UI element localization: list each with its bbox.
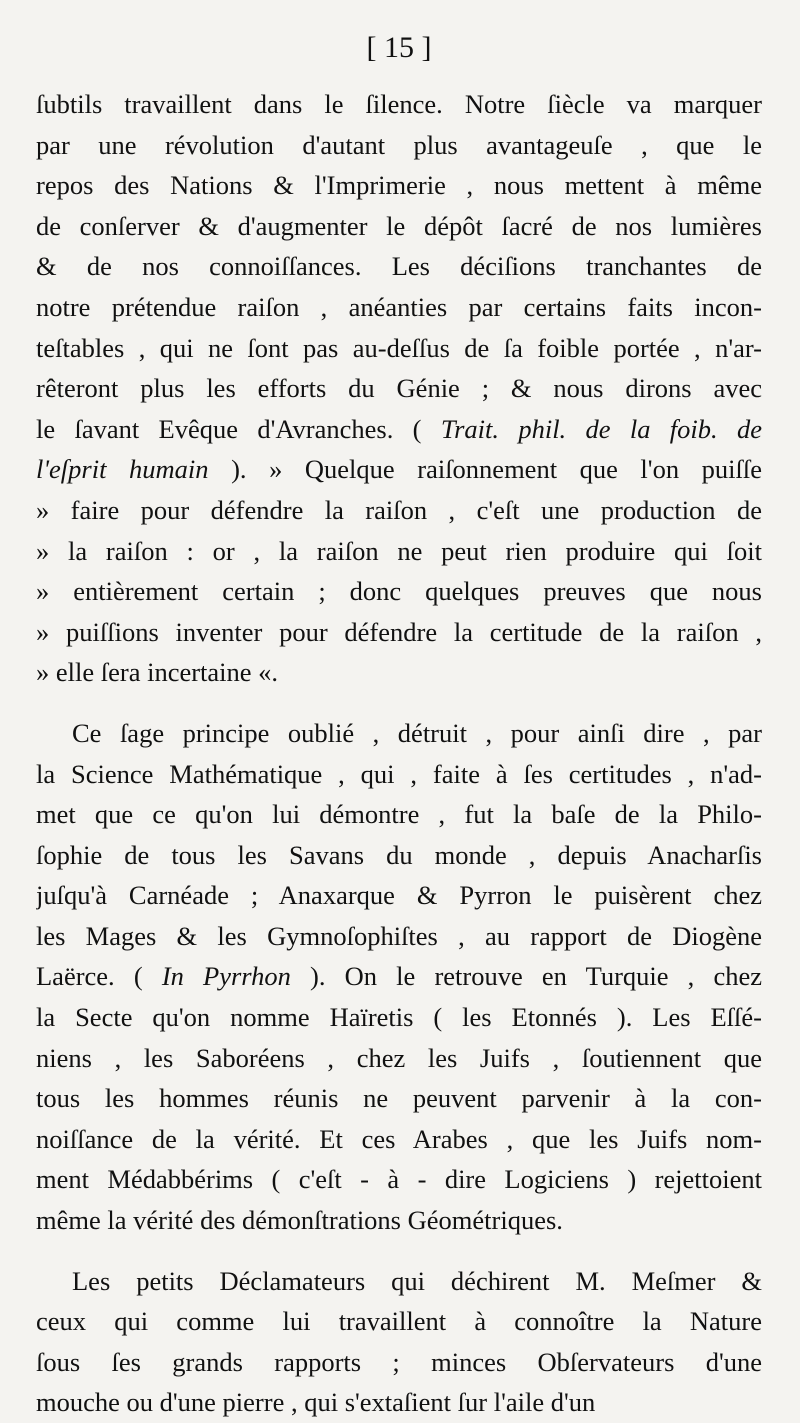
text-run: repos des Nations & l'Imprimerie , nous mettent à même: [36, 170, 762, 201]
text-run: Ce ſage principe oublié , détruit , pour ainſi dire , par: [72, 717, 762, 748]
text-line: [36, 84, 762, 125]
text-run: mouche ou d'une pierre , qui s'extaſient ſur l'aile d'un: [36, 1387, 596, 1418]
text-run: les Mages & les Gymnoſophiſtes , au rapport de Diogène: [36, 920, 762, 951]
text-run: ment Médabbérims ( c'eſt - à - dire Logiciens ) rejettoient: [36, 1164, 762, 1195]
text-run: la Secte qu'on nomme Haïretis ( les Etonnés ). Les Eſſé-: [36, 1002, 762, 1033]
text-line: [36, 713, 762, 754]
text-run: juſqu'à Carnéade ; Anaxarque & Pyrron le puisèrent chez: [36, 880, 762, 911]
text-run: Laërce. (: [36, 961, 162, 992]
text-line: [36, 916, 762, 957]
paragraph: [36, 1261, 762, 1423]
text-line: [36, 1119, 762, 1160]
italic-citation: l'eſprit humain: [36, 454, 209, 485]
text-line: [36, 125, 762, 166]
text-line: [36, 1261, 762, 1302]
page-text: [36, 84, 762, 1423]
text-line: [36, 571, 762, 612]
text-line: [36, 246, 762, 287]
paragraph-gap: [36, 693, 762, 713]
text-line: [36, 652, 762, 693]
text-run: & de nos connoiſſances. Les déciſions tranchantes de: [36, 251, 762, 282]
text-run: par une révolution d'autant plus avantageuſe , que le: [36, 129, 762, 160]
text-run: ſophie de tous les Savans du monde , depuis Anacharſis: [36, 839, 762, 870]
text-line: [36, 1342, 762, 1383]
text-line: [36, 1200, 762, 1241]
text-line: [36, 997, 762, 1038]
text-line: [36, 409, 762, 450]
text-run: » entièrement certain ; donc quelques preuves que nous: [36, 576, 762, 607]
text-run: ceux qui comme lui travaillent à connoître la Nature: [36, 1306, 762, 1337]
text-run: met que ce qu'on lui démontre , fut la baſe de la Philo-: [36, 799, 762, 830]
text-line: [36, 368, 762, 409]
paragraph-gap: [36, 1241, 762, 1261]
text-run: ). On le retrouve en Turquie , chez: [290, 961, 762, 992]
text-line: [36, 794, 762, 835]
text-line: [36, 490, 762, 531]
text-run: tous les hommes réunis ne peuvent parvenir à la con-: [36, 1083, 762, 1114]
text-run: » faire pour défendre la raiſon , c'eſt une production de: [36, 494, 762, 525]
text-line: [36, 1301, 762, 1342]
text-line: [36, 835, 762, 876]
text-run: notre prétendue raiſon , anéanties par certains faits incon-: [36, 291, 762, 322]
text-run: ſous ſes grands rapports ; minces Obſervateurs d'une: [36, 1346, 762, 1377]
text-line: [36, 1078, 762, 1119]
text-line: [36, 956, 762, 997]
text-run: ). » Quelque raiſonnement que l'on puiſſe: [208, 454, 762, 485]
text-line: [36, 206, 762, 247]
italic-citation: Trait. phil. de la foib. de: [440, 413, 762, 444]
text-line: [36, 165, 762, 206]
page-number: [ 15 ]: [366, 31, 432, 64]
text-line: [36, 1159, 762, 1200]
italic-citation: In Pyrrhon: [161, 961, 291, 992]
text-run: » la raiſon : or , la raiſon ne peut rien produire qui ſoit: [36, 535, 762, 566]
text-line: [36, 287, 762, 328]
text-line: [36, 754, 762, 795]
text-line: [36, 1038, 762, 1079]
text-line: [36, 875, 762, 916]
text-line: [36, 1382, 762, 1423]
text-line: [36, 531, 762, 572]
text-line: [36, 449, 762, 490]
text-run: de conſerver & d'augmenter le dépôt ſacré de nos lumières: [36, 210, 762, 241]
paragraph: [36, 84, 762, 693]
text-run: la Science Mathématique , qui , faite à ſes certitudes , n'ad-: [36, 758, 762, 789]
text-run: Les petits Déclamateurs qui déchirent M. Meſmer &: [72, 1265, 762, 1296]
text-run: même la vérité des démonſtrations Géométriques.: [36, 1205, 563, 1236]
paragraph: [36, 713, 762, 1241]
text-run: niens , les Saboréens , chez les Juifs , ſoutiennent que: [36, 1042, 762, 1073]
text-run: le ſavant Evêque d'Avranches. (: [36, 413, 441, 444]
text-run: teſtables , qui ne ſont pas au-deſſus de ſa foible portée , n'ar-: [36, 332, 762, 363]
text-line: [36, 328, 762, 369]
text-run: » puiſſions inventer pour défendre la certitude de la raiſon ,: [36, 616, 762, 647]
text-run: ſubtils travaillent dans le ſilence. Notre ſiècle va marquer: [36, 89, 762, 119]
text-run: » elle ſera incertaine «.: [36, 657, 279, 688]
text-run: noiſſance de la vérité. Et ces Arabes , que les Juifs nom-: [36, 1123, 762, 1154]
text-line: [36, 612, 762, 653]
text-run: rêteront plus les efforts du Génie ; & nous dirons avec: [36, 373, 762, 404]
